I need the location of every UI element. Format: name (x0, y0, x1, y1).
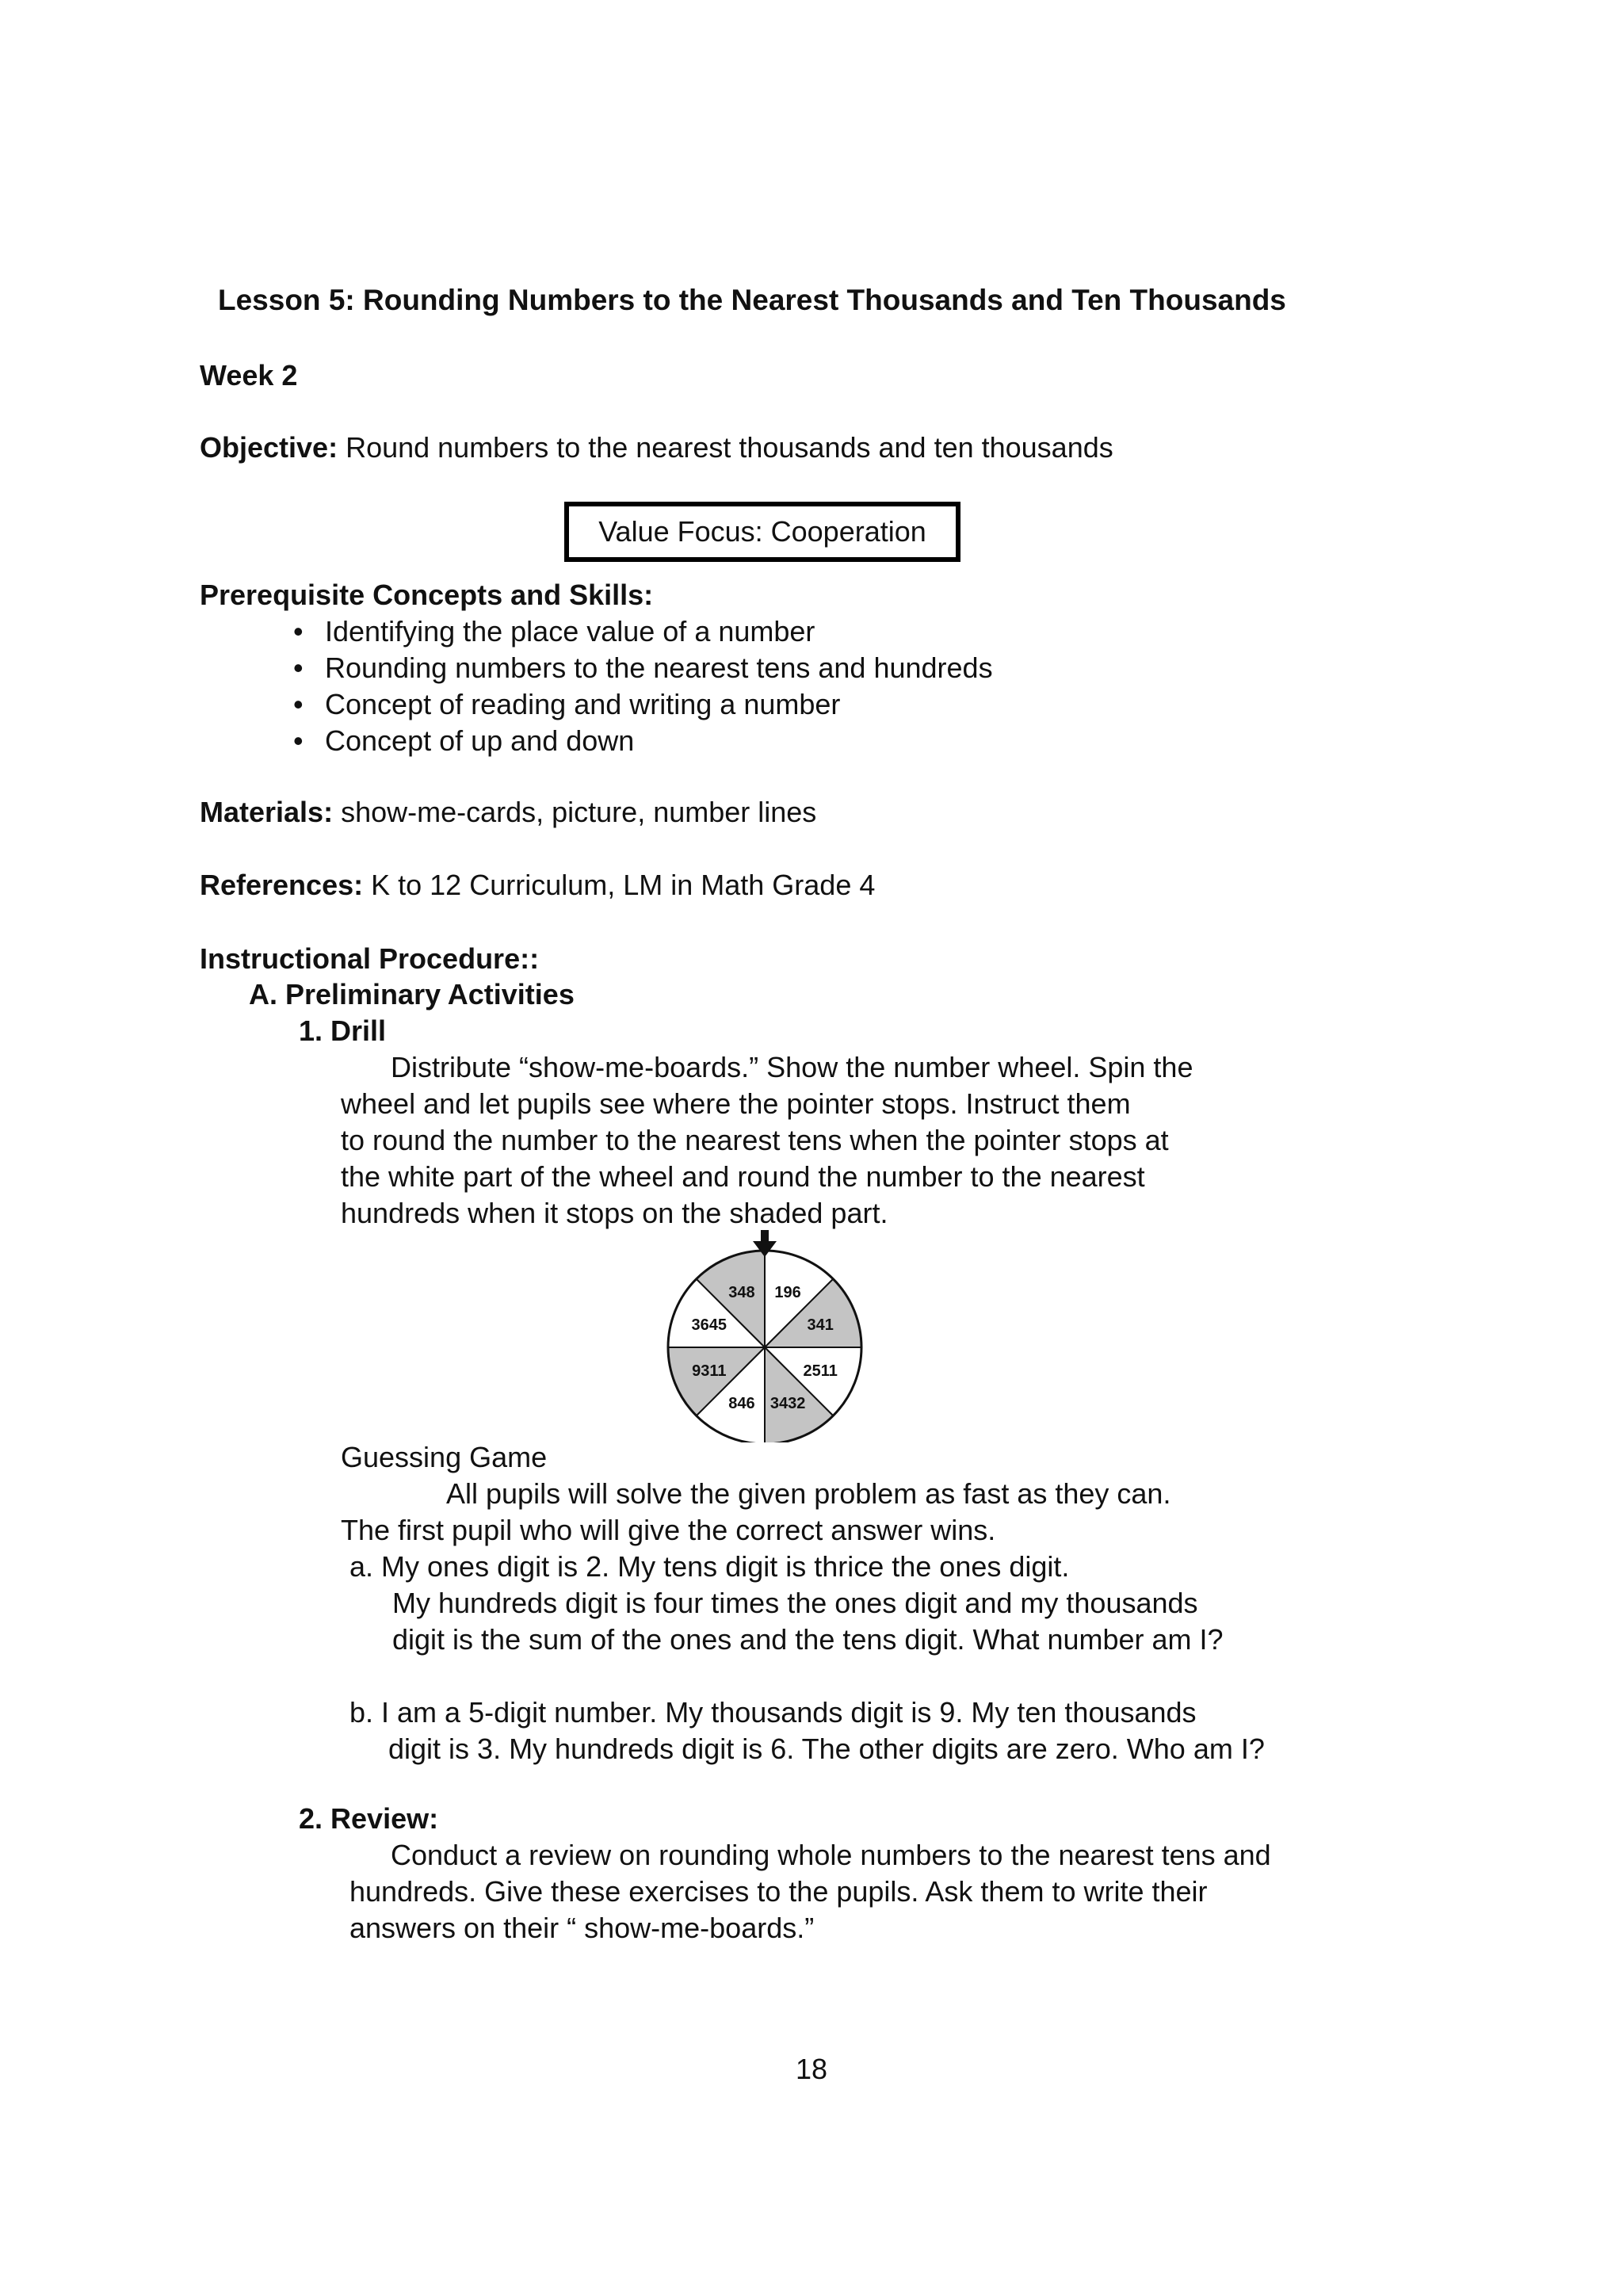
drill-line: to round the number to the nearest tens when the pointer stops at (341, 1124, 1169, 1156)
page-number: 18 (795, 2053, 828, 2085)
objective (200, 430, 1113, 466)
value-focus-box (564, 502, 960, 562)
problem-a-line: a. My ones digit is 2. My tens digit is thrice the ones digit. (349, 1550, 1070, 1583)
objective-text: Round numbers to the nearest thousands and ten thousands (338, 431, 1113, 464)
prerequisite-item (293, 613, 815, 650)
wheel-sector-label: 341 (807, 1316, 834, 1334)
problem-a-line: digit is the sum of the ones and the tens digit. What number am I? (392, 1623, 1224, 1656)
number-wheel (658, 1228, 872, 1442)
prerequisite-item (293, 650, 993, 686)
references (200, 867, 875, 904)
wheel-sector-label: 196 (774, 1283, 801, 1301)
week-label: Week 2 (200, 359, 298, 392)
wheel-sector-label: 348 (728, 1283, 755, 1301)
problem-b-line: digit is 3. My hundreds digit is 6. The other digits are zero. Who am I? (388, 1733, 1265, 1765)
objective-label: Objective: (200, 431, 338, 464)
review-line: Conduct a review on rounding whole numbers to the nearest tens and (391, 1839, 1271, 1871)
lesson-title: Lesson 5: Rounding Numbers to the Nearest Thousands and Ten Thousands (218, 284, 1286, 316)
review-heading: 2. Review: (299, 1802, 439, 1835)
drill-line: wheel and let pupils see where the pointer stops. Instruct them (341, 1087, 1131, 1120)
drill-line: the white part of the wheel and round the number to the nearest (341, 1160, 1145, 1193)
prerequisite-text: Rounding numbers to the nearest tens and hundreds (325, 651, 993, 684)
prerequisite-item (293, 686, 840, 723)
preliminary-activities-heading: A. Preliminary Activities (249, 978, 575, 1010)
prerequisite-text: Concept of reading and writing a number (325, 688, 841, 720)
prerequisite-text: Concept of up and down (325, 724, 635, 757)
references-text: K to 12 Curriculum, LM in Math Grade 4 (363, 869, 876, 901)
prerequisite-text: Identifying the place value of a number (325, 615, 815, 648)
wheel-sector-label: 3645 (691, 1316, 727, 1334)
wheel-sector-label: 3432 (769, 1395, 806, 1413)
guessing-game-heading: Guessing Game (341, 1441, 548, 1473)
prerequisite-item (293, 723, 634, 759)
bullet-icon: • (293, 688, 304, 720)
value-focus-text: Value Focus: Cooperation (598, 515, 926, 548)
wheel-sector-label: 2511 (803, 1362, 838, 1381)
problem-a-line: My hundreds digit is four times the ones digit and my thousands (392, 1587, 1198, 1619)
drill-heading: 1. Drill (299, 1014, 387, 1047)
bullet-icon: • (293, 615, 304, 648)
review-line: hundreds. Give these exercises to the pupils. Ask them to write their (349, 1875, 1208, 1908)
bullet-icon: • (293, 651, 304, 684)
materials (200, 794, 816, 831)
guessing-game-line: The first pupil who will give the correct answer wins. (341, 1514, 996, 1546)
procedure-heading: Instructional Procedure:: (200, 942, 540, 975)
problem-b-line: b. I am a 5-digit number. My thousands digit is 9. My ten thousands (349, 1696, 1197, 1729)
wheel-sector-label: 846 (728, 1395, 755, 1413)
review-line: answers on their “ show-me-boards.” (349, 1912, 815, 1944)
prerequisites-heading: Prerequisite Concepts and Skills: (200, 579, 654, 611)
materials-text: show-me-cards, picture, number lines (333, 796, 817, 828)
drill-line: Distribute “show-me-boards.” Show the number wheel. Spin the (391, 1051, 1193, 1083)
guessing-game-line: All pupils will solve the given problem as fast as they can. (446, 1477, 1171, 1510)
references-label: References: (200, 869, 364, 901)
materials-label: Materials: (200, 796, 334, 828)
wheel-sector-label: 9311 (692, 1362, 727, 1381)
bullet-icon: • (293, 724, 304, 757)
drill-line: hundreds when it stops on the shaded part. (341, 1197, 888, 1229)
